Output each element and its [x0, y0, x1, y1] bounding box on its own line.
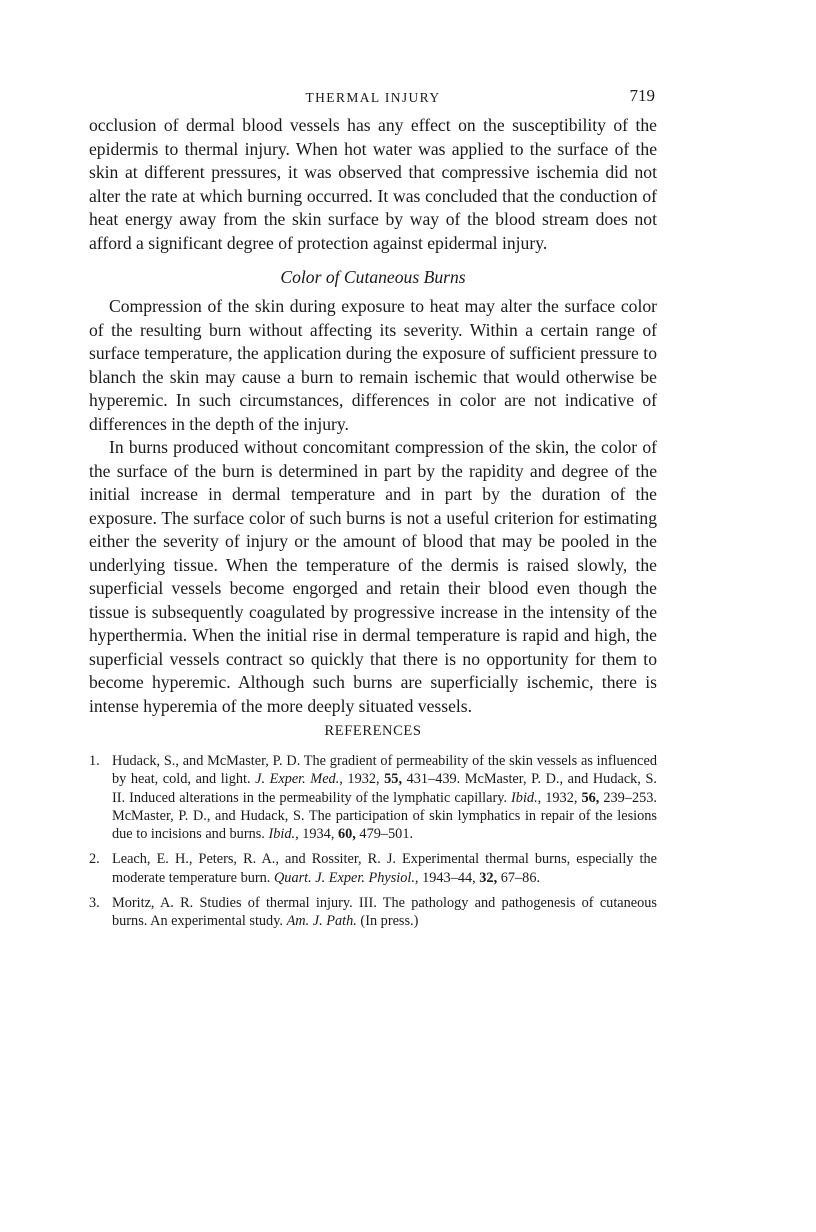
- reference-segment: (In press.): [356, 913, 419, 930]
- reference-item-3: [89, 894, 657, 931]
- reference-segment: 431–439. McMaster, P. D., and Hudack, S. II. Induced alterations in the permeability of the lymphatic capillary.: [112, 771, 657, 806]
- reference-text: [112, 752, 657, 843]
- reference-segment: 239–253. McMaster, P. D., and Hudack, S. The participation of skin lymphatics in repair of the lesions due to incisions and burns.: [112, 789, 657, 843]
- journal-name: Am. J. Path.: [286, 913, 357, 930]
- running-head: THERMAL INJURY: [305, 90, 441, 105]
- body-text: [89, 114, 657, 718]
- reference-segment: 1934,: [298, 826, 338, 843]
- journal-name: Ibid.,: [511, 789, 542, 806]
- reference-text: [112, 894, 657, 931]
- reference-number: 3.: [89, 895, 100, 912]
- journal-name: J. Exper. Med.,: [255, 771, 343, 788]
- reference-segment: Leach, E. H., Peters, R. A., and Rossiter, R. J. Experimental thermal burns, especially the moderate temperature burn.: [112, 851, 657, 886]
- reference-list: [89, 752, 657, 931]
- references-heading: REFERENCES: [324, 723, 422, 739]
- reference-segment: 1943–44,: [418, 869, 480, 886]
- reference-number: 2.: [89, 851, 100, 868]
- reference-segment: Moritz, A. R. Studies of thermal injury. III. The pathology and pathogenesis of cutaneous burns. An experimental study.: [112, 895, 657, 930]
- reference-segment: 67–86.: [497, 869, 541, 886]
- volume-number: 55,: [384, 771, 403, 788]
- paragraph-surface-color: In burns produced without concomitant compression of the skin, the color of the surface of the burn is determined in part by the rapidity and degree of the initial increase in dermal temperature and in part by the duration of the exposure. The surface color of such burns is not a useful criterion for estimating either the severity of injury or the amount of blood that may be pooled in the underlying tissue. When the temperature of the dermis is raised slowly, the superficial vessels become engorged and retain their blood even though the tissue is subsequently coagulated by progressive increase in the intensity of the hyperthermia. When the initial rise in dermal temperature is rapid and high, the superficial vessels contract so quickly that there is no opportunity for them to become hyperemic. Although such burns are superficially ischemic, there is intense hyperemia of the more deeply situated vessels.: [89, 437, 657, 716]
- reference-segment: 479–501.: [355, 826, 414, 843]
- volume-number: 60,: [337, 826, 356, 843]
- paragraph-continuation: occlusion of dermal blood vessels has any effect on the susceptibility of the epidermis to thermal injury. When hot water was applied to the surface of the skin at different pressures, it was observed that compressive ischemia did not alter the rate at which burning occurred. It was concluded that the conduction of heat energy away from the skin surface by way of the blood stream does not afford a significant degree of protection against epidermal injury.: [89, 115, 657, 253]
- volume-number: 56,: [581, 789, 600, 806]
- page-number: 719: [629, 86, 655, 105]
- page-header: [89, 86, 657, 114]
- reference-segment: 1932,: [342, 771, 385, 788]
- journal-name: Ibid.,: [268, 826, 299, 843]
- section-heading: Color of Cutaneous Burns: [280, 267, 466, 287]
- paragraph-compression: Compression of the skin during exposure to heat may alter the surface color of the resulting burn without affecting its severity. Within a certain range of surface temperature, the application during the exposure of sufficient pressure to blanch the skin may cause a burn to remain ischemic that would otherwise be hyperemic. In such circumstances, differences in color are not indicative of differences in the depth of the injury.: [89, 296, 657, 434]
- reference-item-1: [89, 752, 657, 843]
- reference-text: [112, 850, 657, 887]
- page: [89, 86, 657, 938]
- volume-number: 32,: [479, 869, 498, 886]
- reference-segment: Hudack, S., and McMaster, P. D. The gradient of permeability of the skin vessels as influenced by heat, cold, and light.: [112, 753, 657, 788]
- reference-item-2: [89, 850, 657, 887]
- reference-segment: 1932,: [541, 789, 582, 806]
- journal-name: Quart. J. Exper. Physiol.,: [273, 869, 419, 886]
- reference-number: 1.: [89, 753, 100, 769]
